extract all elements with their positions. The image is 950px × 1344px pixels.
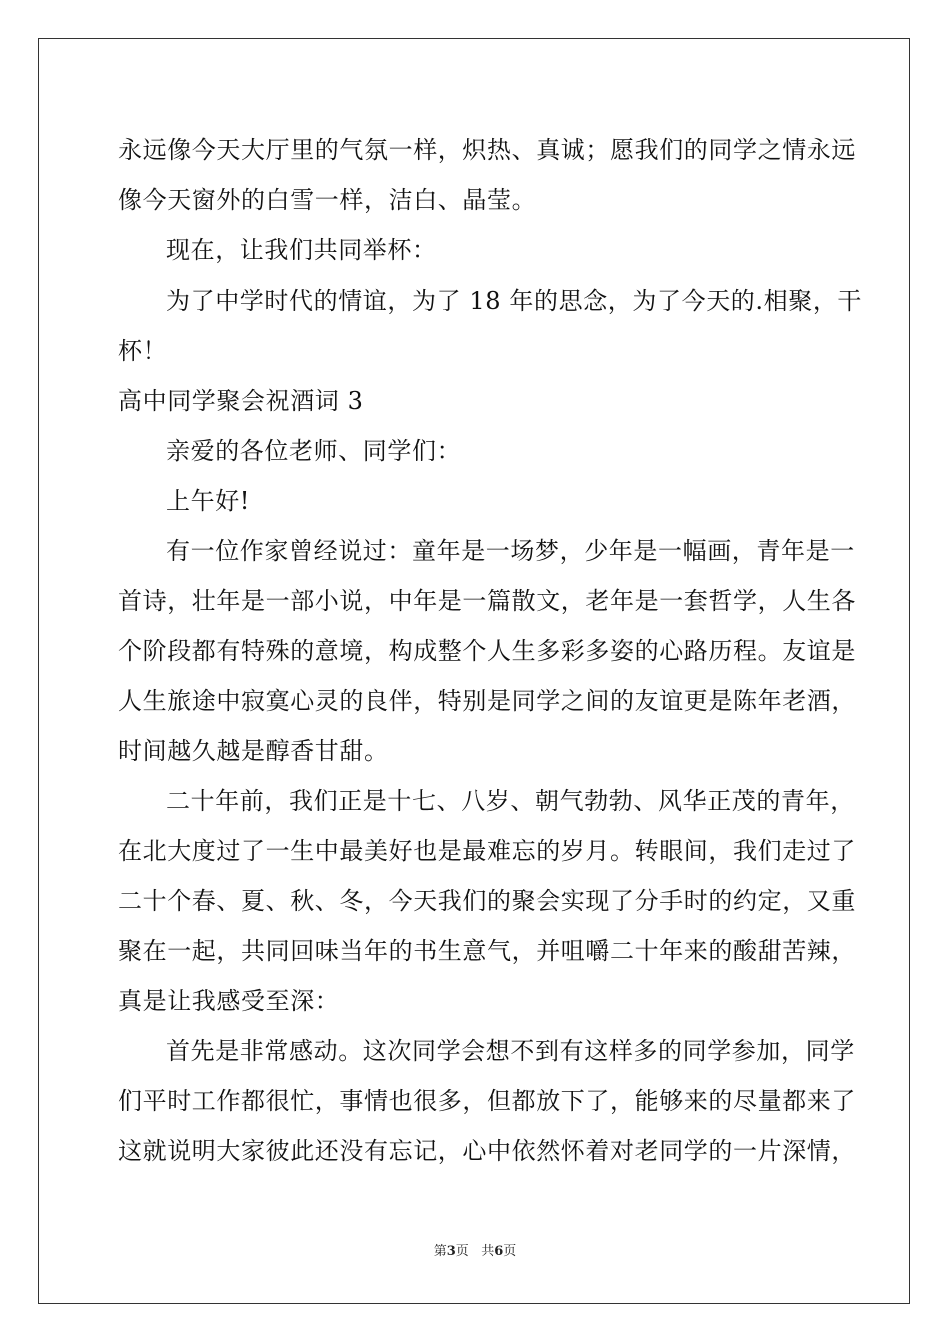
text-line: 在北大度过了一生中最美好也是最难忘的岁月。转眼间，我们走过了 (118, 837, 856, 865)
text-line: 亲爱的各位老师、同学们： (166, 437, 462, 465)
text-line: 为了中学时代的情谊，为了 18 年的思念，为了今天的.相聚，干 (166, 287, 863, 315)
total-prefix: 共 (481, 1244, 495, 1259)
text-line: 人生旅途中寂寞心灵的良伴，特别是同学之间的友谊更是陈年老酒， (118, 687, 856, 715)
text-line: 永远像今天大厅里的气氛一样，炽热、真诚；愿我们的同学之情永远 (118, 136, 856, 164)
current-page-number: 3 (446, 1244, 456, 1259)
total-page-number: 6 (494, 1244, 504, 1259)
text-line: 聚在一起，共同回味当年的书生意气，并咀嚼二十年来的酸甜苦辣， (118, 937, 856, 965)
text-line: 个阶段都有特殊的意境，构成整个人生多彩多姿的心路历程。友谊是 (118, 637, 856, 665)
text-line: 真是让我感受至深： (118, 987, 340, 1015)
text-line: 首先是非常感动。这次同学会想不到有这样多的同学参加，同学 (166, 1037, 855, 1065)
page-footer (0, 1244, 950, 1260)
text-line: 时间越久越是醇香甘甜。 (118, 737, 389, 765)
text-line: 像今天窗外的白雪一样，洁白、晶莹。 (118, 186, 537, 214)
section-heading: 高中同学聚会祝酒词 3 (118, 387, 364, 415)
text-line: 们平时工作都很忙，事情也很多，但都放下了，能够来的尽量都来了 (118, 1087, 856, 1115)
text-line: 有一位作家曾经说过：童年是一场梦，少年是一幅画，青年是一 (166, 537, 855, 565)
text-line: 首诗，壮年是一部小说，中年是一篇散文，老年是一套哲学，人生各 (118, 587, 856, 615)
text-line: 杯！ (118, 337, 168, 365)
text-line: 现在，让我们共同举杯： (166, 236, 437, 264)
total-suffix: 页 (503, 1244, 517, 1259)
page-suffix: 页 (455, 1244, 469, 1259)
page-prefix: 第 (433, 1244, 447, 1259)
text-line: 上午好! (166, 487, 251, 515)
text-line: 二十年前，我们正是十七、八岁、朝气勃勃、风华正茂的青年， (166, 787, 855, 815)
text-line: 二十个春、夏、秋、冬，今天我们的聚会实现了分手时的约定，又重 (118, 887, 856, 915)
text-line: 这就说明大家彼此还没有忘记，心中依然怀着对老同学的一片深情， (118, 1137, 856, 1165)
